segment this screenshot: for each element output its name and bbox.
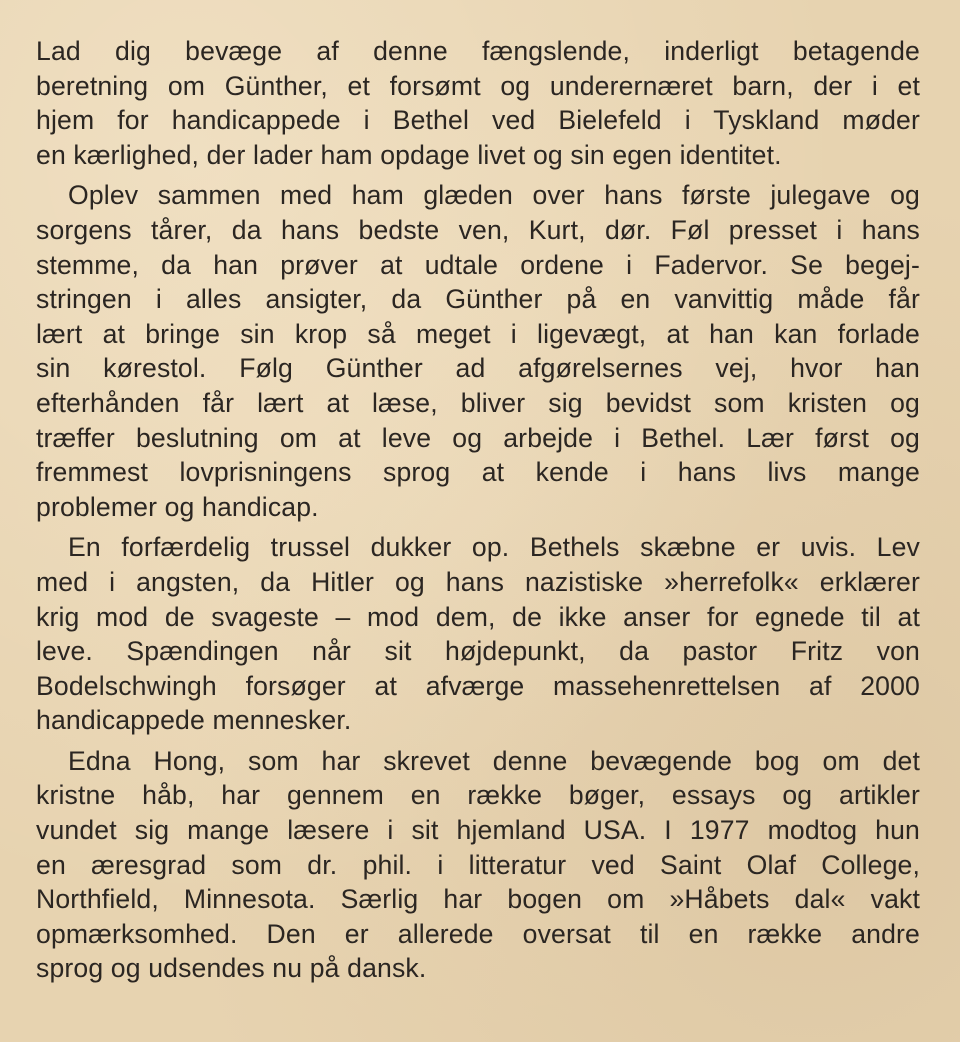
text-line: krig mod de svageste – mod dem, de ikke anser for egnede til at bbox=[36, 601, 920, 632]
text-line: Lad dig bevæge af denne fængslende, inderligt betagende bbox=[36, 36, 920, 66]
text-line: sorgens tårer, da hans bedste ven, Kurt, dør. Føl presset i hans bbox=[36, 214, 920, 245]
text-line: beretning om Günther, et forsømt og underernæret barn, der i et bbox=[36, 70, 920, 101]
text-line: Northfield, Minnesota. Særlig har bogen om »Håbets dal« vakt bbox=[36, 884, 920, 915]
paragraph-intro bbox=[36, 34, 920, 172]
text-line: handicappede mennesker. bbox=[36, 705, 352, 736]
text-line: sin kørestol. Følg Günther ad afgørelsernes vej, hvor han bbox=[36, 353, 920, 384]
text-line: stringen i alles ansigter, da Günther på en vanvittig måde får bbox=[36, 284, 920, 315]
text-line: en æresgrad som dr. phil. i litteratur ved Saint Olaf College, bbox=[36, 849, 920, 880]
text-line: En forfærdelig trussel dukker op. Bethels skæbne er uvis. Lev bbox=[68, 532, 920, 563]
text-line: lært at bringe sin krop så meget i ligevægt, at han kan forlade bbox=[36, 318, 920, 349]
text-line: Oplev sammen med ham glæden over hans første julegave og bbox=[68, 180, 920, 211]
text-line: sprog og udsendes nu på dansk. bbox=[36, 953, 427, 984]
text-line: Bodelschwingh forsøger at afværge massehenrettelsen af 2000 bbox=[36, 670, 920, 701]
text-line: fremmest lovprisningens sprog at kende i hans livs mange bbox=[36, 457, 920, 488]
book-back-cover-text bbox=[36, 34, 920, 992]
text-line: efterhånden får lært at læse, bliver sig bevidst som kristen og bbox=[36, 387, 920, 418]
paragraph-author bbox=[36, 744, 920, 986]
text-line: leve. Spændingen når sit højdepunkt, da pastor Fritz von bbox=[36, 636, 920, 667]
text-line: kristne håb, har gennem en række bøger, essays og artikler bbox=[36, 780, 920, 811]
paragraph-threat bbox=[36, 530, 920, 738]
text-line: vundet sig mange læsere i sit hjemland USA. I 1977 modtog hun bbox=[36, 815, 920, 846]
text-line: en kærlighed, der lader ham opdage livet og sin egen identitet. bbox=[36, 139, 782, 170]
text-line: med i angsten, da Hitler og hans nazistiske »herrefolk« erklærer bbox=[36, 566, 920, 597]
text-line: Edna Hong, som har skrevet denne bevægende bog om det bbox=[68, 745, 920, 776]
text-line: problemer og handicap. bbox=[36, 491, 319, 522]
text-line: opmærksomhed. Den er allerede oversat til en række andre bbox=[36, 918, 920, 949]
text-line: træffer beslutning om at leve og arbejde i Bethel. Lær først og bbox=[36, 422, 920, 453]
paragraph-experience bbox=[36, 178, 920, 524]
text-line: hjem for handicappede i Bethel ved Bielefeld i Tyskland møder bbox=[36, 105, 920, 136]
text-line: stemme, da han prøver at udtale ordene i Fadervor. Se begej- bbox=[36, 249, 920, 280]
